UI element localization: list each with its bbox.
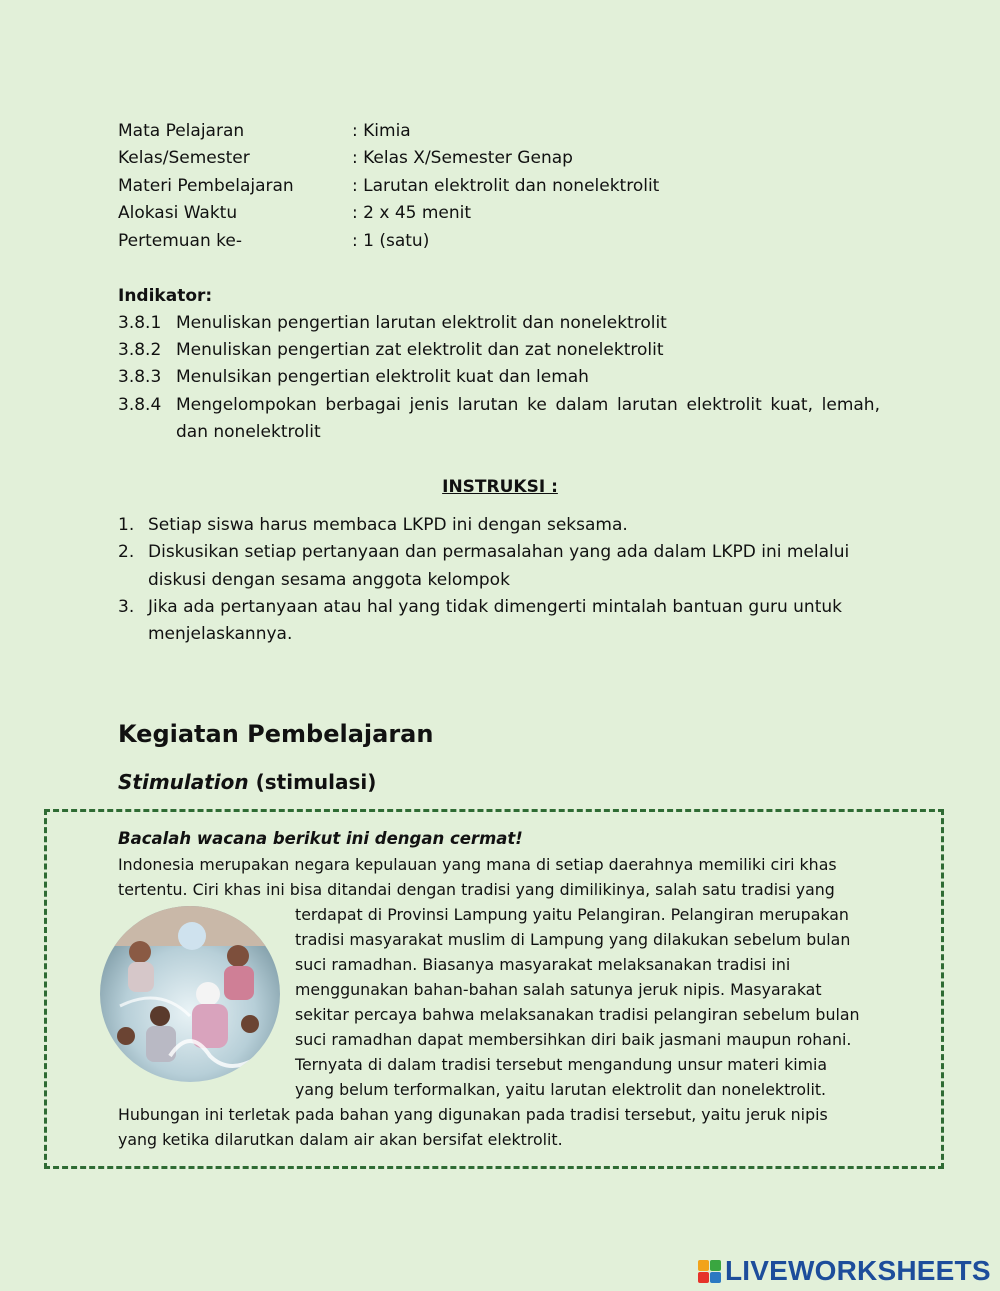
reading-paragraph-side (295, 902, 860, 1102)
reading-line: Hubungan ini terletak pada bahan yang digunakan pada tradisi tersebut, yaitu jeruk nipis (118, 1105, 828, 1124)
lesson-info-label: Mata Pelajaran (118, 121, 245, 141)
lesson-info-label: Alokasi Waktu (118, 203, 238, 224)
reading-line: yang ketika dilarutkan dalam air akan bersifat elektrolit. (118, 1130, 563, 1149)
reading-line: sekitar percaya bahwa melaksanakan tradisi pelangiran sebelum bulan (295, 1005, 860, 1024)
reading-line: tradisi masyarakat muslim di Lampung yang dilakukan sebelum bulan (295, 930, 851, 949)
reading-line: suci ramadhan. Biasanya masyarakat melaksanakan tradisi ini (295, 955, 791, 974)
lesson-info-value: : Kimia (352, 121, 411, 141)
instruction-number: 2. (118, 542, 135, 563)
lesson-info-row (118, 118, 659, 145)
reading-line: menggunakan bahan-bahan salah satunya jeruk nipis. Masyarakat (295, 980, 822, 999)
instruction-list (118, 512, 888, 648)
indicator-number: 3.8.2 (118, 340, 162, 361)
indicator-title: Indikator: (118, 286, 213, 306)
instruction-number: 1. (118, 515, 135, 535)
reading-line: Indonesia merupakan negara kepulauan yang mana di setiap daerahnya memiliki ciri khas (118, 855, 837, 874)
reading-line: yang belum terformalkan, yaitu larutan elektrolit dan nonelektrolit. (295, 1080, 827, 1099)
subsection-heading (118, 766, 376, 798)
instruction-item (118, 539, 888, 594)
indicator-item (118, 364, 880, 391)
indicator-item (118, 337, 880, 364)
reading-line: Ternyata di dalam tradisi tersebut mengandung unsur materi kimia (295, 1055, 828, 1074)
liveworksheets-logo[interactable] (698, 1255, 991, 1287)
lesson-info-label: Materi Pembelajaran (118, 175, 294, 196)
reading-line: tertentu. Ciri khas ini bisa ditandai dengan tradisi yang dimilikinya, salah satu tradisi yang (118, 880, 835, 899)
reading-paragraph-bottom (118, 1102, 828, 1152)
instruction-text: Jika ada pertanyaan atau hal yang tidak dimengerti mintalah bantuan guru untuk menjelaskannya. (148, 596, 842, 645)
lesson-info-row (118, 145, 659, 172)
indicator-item (118, 392, 880, 446)
lesson-info-value: : 1 (satu) (352, 230, 430, 251)
reading-paragraph-top (118, 852, 837, 902)
indicator-item (118, 310, 880, 337)
instruction-text: Diskusikan setiap pertanyaan dan permasalahan yang ada dalam LKPD ini melalui diskusi dengan sesama anggota kelompok (148, 542, 850, 590)
instruction-text: Setiap siswa harus membaca LKPD ini dengan seksama. (148, 515, 628, 535)
logo-text: LIVEWORKSHEETS (725, 1255, 991, 1286)
lesson-info (118, 118, 659, 255)
indicator-number: 3.8.3 (118, 367, 162, 388)
logo-blocks-icon (698, 1260, 721, 1283)
lesson-info-value: : Kelas X/Semester Genap (352, 148, 573, 169)
lesson-info-label: Kelas/Semester (118, 148, 250, 169)
reading-line: suci ramadhan dapat membersihkan diri baik jasmani maupun rohani. (295, 1030, 852, 1049)
instruction-item (118, 512, 888, 539)
indicator-number: 3.8.1 (118, 313, 162, 333)
indicator-text: Menulsikan pengertian elektrolit kuat dan lemah (176, 367, 589, 388)
pelangiran-photo (100, 906, 280, 1082)
indicator-section (118, 283, 880, 446)
lesson-info-row (118, 173, 659, 200)
lesson-info-row (118, 228, 659, 255)
lesson-info-label: Pertemuan ke- (118, 230, 242, 251)
indicator-text: Menuliskan pengertian zat elektrolit dan zat nonelektrolit (176, 340, 664, 361)
instruction-title: INSTRUKSI : (442, 477, 558, 497)
stimulation-rest: (stimulasi) (248, 770, 377, 794)
lesson-info-value: : 2 x 45 menit (352, 203, 472, 224)
reading-title: Bacalah wacana berikut ini dengan cermat! (118, 829, 523, 848)
instruction-number: 3. (118, 596, 135, 617)
lesson-info-value: : Larutan elektrolit dan nonelektrolit (352, 175, 660, 196)
photo-illustration (100, 906, 280, 1082)
indicator-text: Menuliskan pengertian larutan elektrolit dan nonelektrolit (176, 313, 667, 333)
lesson-info-row (118, 200, 659, 227)
section-heading: Kegiatan Pembelajaran (118, 720, 434, 748)
indicator-text: Mengelompokan berbagai jenis larutan ke dalam larutan elektrolit kuat, lemah, dan nonelektrolit (176, 394, 880, 442)
reading-line: terdapat di Provinsi Lampung yaitu Pelangiran. Pelangiran merupakan (295, 905, 849, 924)
instruction-item (118, 594, 888, 649)
indicator-number: 3.8.4 (118, 394, 162, 415)
stimulation-italic: Stimulation (118, 770, 249, 794)
